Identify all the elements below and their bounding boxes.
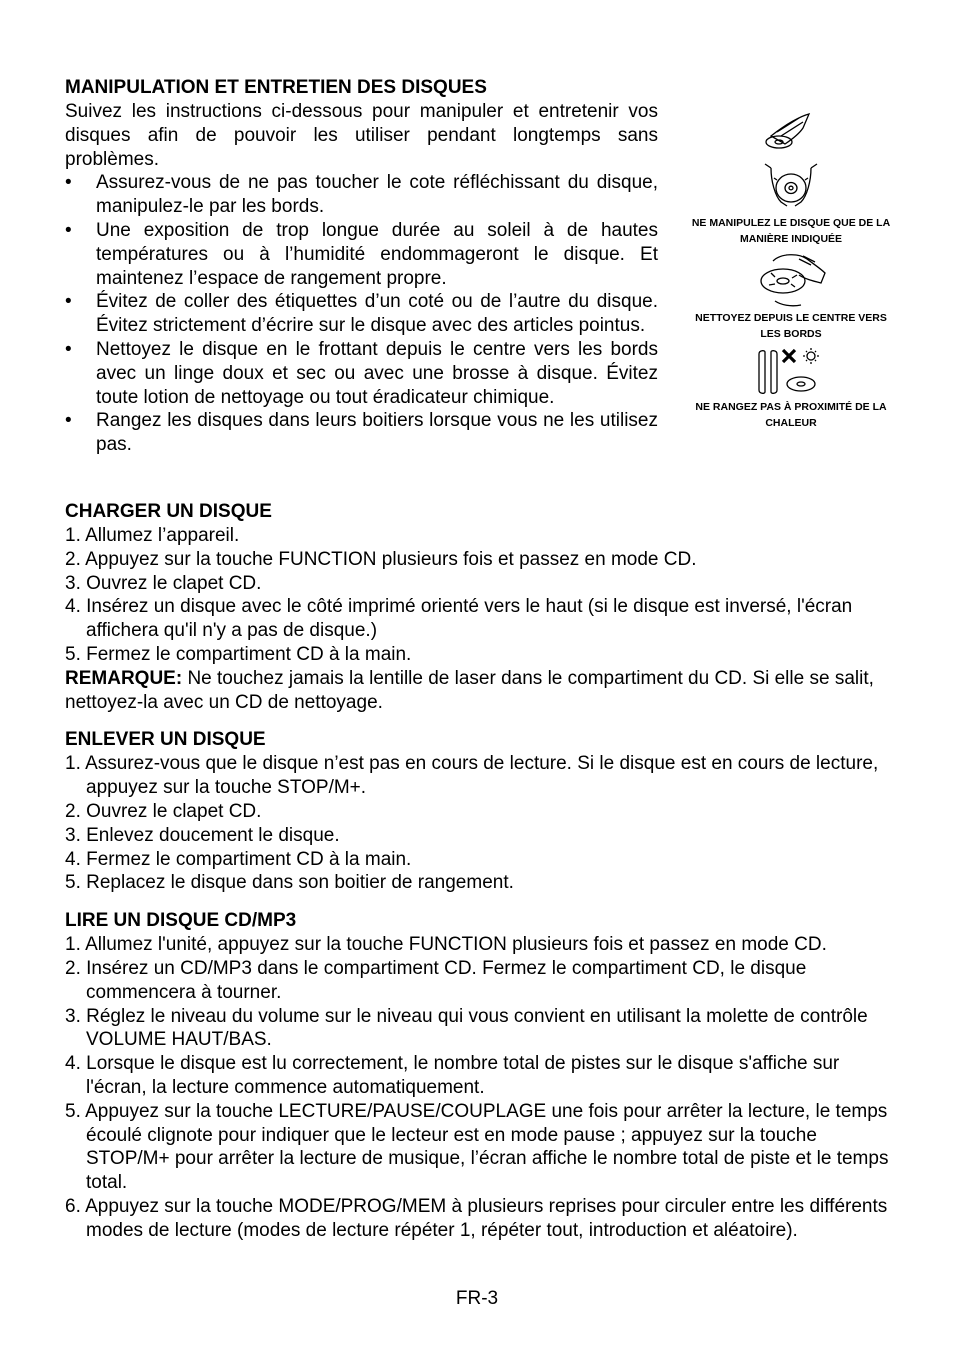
load-section bbox=[65, 500, 895, 714]
hand-holding-disc-icon bbox=[741, 106, 841, 216]
step-item: 3. Réglez le niveau du volume sur le niveau qui vous convient en utilisant la molette de contrôle VOLUME HAUT/BAS. bbox=[65, 1005, 868, 1051]
load-steps bbox=[65, 524, 895, 667]
figure-heat bbox=[690, 344, 892, 431]
bullet-item: • Assurez-vous de ne pas toucher le cote réfléchissant du disque, manipulez-le par les bords. bbox=[65, 171, 658, 219]
bullet-item: • Évitez de coller des étiquettes d’un coté ou de l’autre du disque. Évitez strictement d’écrire sur le disque avec des articles pointus. bbox=[65, 290, 658, 338]
bullet-item: • Rangez les disques dans leurs boitiers lorsque vous ne les utilisez pas. bbox=[65, 409, 658, 457]
remove-title: ENLEVER UN DISQUE bbox=[65, 729, 266, 751]
play-steps bbox=[65, 933, 895, 1242]
step-item: 5. Fermez le compartiment CD à la main. bbox=[65, 643, 412, 665]
play-section bbox=[65, 909, 895, 1242]
step-item: 1. Assurez-vous que le disque n’est pas en cours de lecture. Si le disque est en cours de lecture, appuyez sur la touche STOP/M+. bbox=[65, 753, 879, 799]
step-item: 5. Appuyez sur la touche LECTURE/PAUSE/COUPLAGE une fois pour arrêter la lecture, le temps écoulé clignote pour indiquer que le lecteur est en mode pause ; appuyez sur la touche STOP/M+ pour arrêter la lecture de musique, l’écran affiche le nombre total de piste et le temps total. bbox=[65, 1100, 889, 1194]
step-item: 1. Allumez l'unité, appuyez sur la touche FUNCTION plusieurs fois et passez en mode CD. bbox=[65, 934, 827, 956]
step-item: 1. Allumez l’appareil. bbox=[65, 525, 240, 546]
figure-caption: NE RANGEZ PAS À PROXIMITÉ DE LA CHALEUR bbox=[695, 401, 887, 429]
remove-section bbox=[65, 728, 895, 895]
figure-clean bbox=[690, 249, 892, 342]
handling-intro: Suivez les instructions ci-dessous pour manipuler et entretenir vos disques afin de pouvoir les utiliser pendant longtemps sans problèmes. bbox=[65, 101, 658, 170]
step-item: 4. Lorsque le disque est lu correctement, le nombre total de pistes sur le disque s'affiche sur l'écran, la lecture commence automatiquement. bbox=[65, 1053, 840, 1098]
step-item: 4. Insérez un disque avec le côté imprimé orienté vers le haut (si le disque est inversé, l'écran affichera qu'il n'y a pas de disque.) bbox=[65, 596, 853, 642]
load-note bbox=[65, 667, 895, 715]
document-page bbox=[65, 76, 895, 1243]
figure-caption: NETTOYEZ DEPUIS LE CENTRE VERS LES BORDS bbox=[695, 312, 887, 340]
step-item: 3. Enlevez doucement le disque. bbox=[65, 824, 340, 846]
remove-steps bbox=[65, 752, 895, 895]
note-text: Ne touchez jamais la lentille de laser dans le compartiment du CD. Si elle se salit, nettoyez-la avec un CD de nettoyage. bbox=[65, 667, 874, 713]
load-title: CHARGER UN DISQUE bbox=[65, 501, 272, 522]
handling-section bbox=[65, 76, 895, 486]
note-label: REMARQUE: bbox=[65, 667, 183, 689]
bullet-item: • Nettoyez le disque en le frottant depuis le centre vers les bords avec un linge doux et sec ou avec une brosse à disque. Évitez toute lotion de nettoyage ou tout éradicateur chimique. bbox=[65, 338, 658, 409]
handling-illustrations bbox=[690, 106, 892, 431]
bullet-item: • Une exposition de trop longue durée au soleil à de hautes températures ou à l’humidité endommageront le disque. Et maintenez l’espace de rangement propre. bbox=[65, 219, 658, 290]
figure-handle bbox=[690, 106, 892, 247]
step-item: 4. Fermez le compartiment CD à la main. bbox=[65, 848, 412, 870]
step-item: 6. Appuyez sur la touche MODE/PROG/MEM à plusieurs reprises pour circuler entre les différents modes de lecture (modes de lecture répéter 1, répéter tout, introduction et aléatoire). bbox=[65, 1195, 888, 1241]
step-item: 2. Ouvrez le clapet CD. bbox=[65, 800, 262, 822]
page-number: FR-3 bbox=[455, 1288, 499, 1309]
step-item: 2. Appuyez sur la touche FUNCTION plusieurs fois et passez en mode CD. bbox=[65, 548, 697, 570]
handling-text bbox=[65, 76, 658, 457]
figure-caption: NE MANIPULEZ LE DISQUE QUE DE LA MANIÈRE INDIQUÉE bbox=[691, 217, 891, 245]
play-title: LIRE UN DISQUE CD/MP3 bbox=[65, 910, 297, 932]
step-item: 3. Ouvrez le clapet CD. bbox=[65, 572, 262, 594]
step-item: 2. Insérez un CD/MP3 dans le compartiment CD. Fermez le compartiment CD, le disque commencera à tourner. bbox=[65, 957, 807, 1003]
step-item: 5. Replacez le disque dans son boitier de rangement. bbox=[65, 872, 514, 894]
handling-title: MANIPULATION ET ENTRETIEN DES DISQUES bbox=[65, 77, 487, 98]
cleaning-disc-icon bbox=[751, 249, 831, 311]
handling-bullet-list bbox=[65, 171, 658, 457]
heater-disc-icon bbox=[751, 344, 831, 400]
